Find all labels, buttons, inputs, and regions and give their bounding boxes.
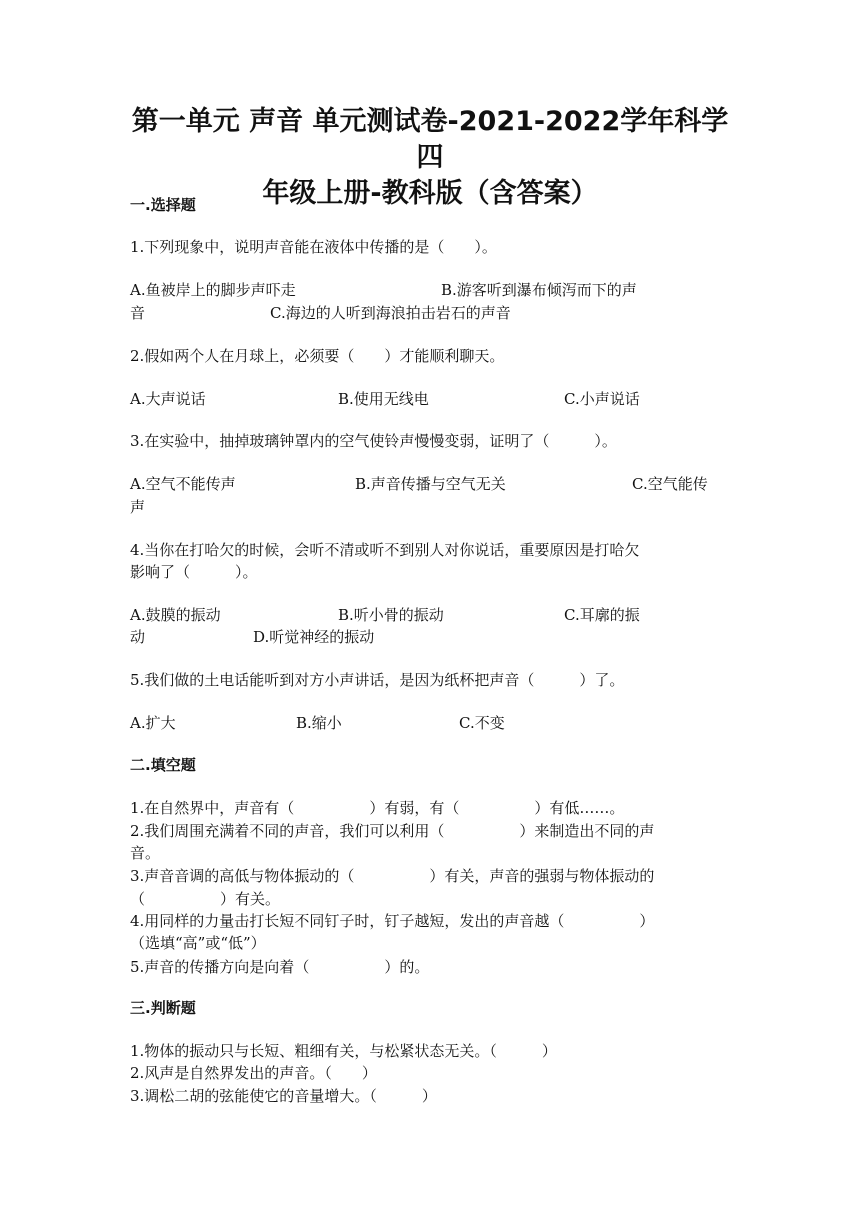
section-heading-choice: 一.选择题 — [130, 196, 196, 214]
question-4-stem-line-1: 4.当你在打哈欠的时候，会听不清或听不到别人对你说话，重要原因是打哈欠 — [130, 541, 640, 559]
question-4-option-d: D.听觉神经的振动 — [253, 628, 375, 646]
question-4-option-c-wrap: 动 — [130, 628, 146, 646]
question-3-option-b: B.声音传播与空气无关 — [355, 475, 506, 493]
question-4-option-c: C.耳廓的振 — [564, 606, 640, 624]
question-4-option-b: B.听小骨的振动 — [338, 606, 444, 624]
question-3-option-c-wrap: 声 — [130, 498, 146, 516]
fill-line: （ ）有关。 — [130, 890, 281, 908]
fill-line: （选填“高”或“低”） — [130, 934, 266, 952]
judge-line: 1.物体的振动只与长短、粗细有关，与松紧状态无关。（ ） — [130, 1042, 557, 1060]
title-line-1: 第一单元 声音 单元测试卷-2021-2022学年科学四 — [131, 106, 729, 173]
question-1-option-c: C.海边的人听到海浪拍击岩石的声音 — [270, 304, 511, 322]
question-5-option-a: A.扩大 — [130, 714, 176, 732]
question-2-option-b: B.使用无线电 — [338, 390, 429, 408]
question-3-option-c: C.空气能传 — [632, 475, 708, 493]
question-2-stem: 2.假如两个人在月球上，必须要（ ）才能顺利聊天。 — [130, 347, 505, 365]
section-heading-fill-blank: 二.填空题 — [130, 756, 196, 774]
question-3-stem: 3.在实验中，抽掉玻璃钟罩内的空气使铃声慢慢变弱，证明了（ ）。 — [130, 432, 617, 450]
question-5-option-b: B.缩小 — [296, 714, 342, 732]
question-2-option-c: C.小声说话 — [564, 390, 640, 408]
question-2-option-a: A.大声说话 — [130, 390, 206, 408]
title-line-2: 年级上册-教科版（含答案） — [262, 178, 598, 209]
fill-line: 4.用同样的力量击打长短不同钉子时，钉子越短，发出的声音越（ ） — [130, 912, 655, 930]
question-3-option-a: A.空气不能传声 — [130, 475, 236, 493]
judge-line: 3.调松二胡的弦能使它的音量增大。（ ） — [130, 1087, 437, 1105]
section-heading-true-false: 三.判断题 — [130, 999, 196, 1017]
question-4-option-a: A.鼓膜的振动 — [130, 606, 221, 624]
question-1-option-a: A.鱼被岸上的脚步声吓走 — [130, 281, 296, 299]
question-1-option-b: B.游客听到瀑布倾泻而下的声 — [441, 281, 637, 299]
fill-line: 3.声音音调的高低与物体振动的（ ）有关，声音的强弱与物体振动的 — [130, 867, 655, 885]
fill-line: 5.声音的传播方向是向着（ ）的。 — [130, 958, 430, 976]
question-5-stem: 5.我们做的土电话能听到对方小声讲话，是因为纸杯把声音（ ）了。 — [130, 671, 625, 689]
judge-line: 2.风声是自然界发出的声音。（ ） — [130, 1064, 377, 1082]
question-1-option-b-wrap: 音 — [130, 304, 146, 322]
fill-line: 音。 — [130, 844, 161, 862]
question-1-stem: 1.下列现象中，说明声音能在液体中传播的是（ ）。 — [130, 238, 497, 256]
fill-line: 1.在自然界中，声音有（ ）有弱，有（ ）有低……。 — [130, 799, 625, 817]
question-4-stem-line-2: 影响了（ ）。 — [130, 563, 258, 581]
question-5-option-c: C.不变 — [459, 714, 505, 732]
fill-line: 2.我们周围充满着不同的声音，我们可以利用（ ）来制造出不同的声 — [130, 822, 655, 840]
document-title — [130, 104, 730, 212]
